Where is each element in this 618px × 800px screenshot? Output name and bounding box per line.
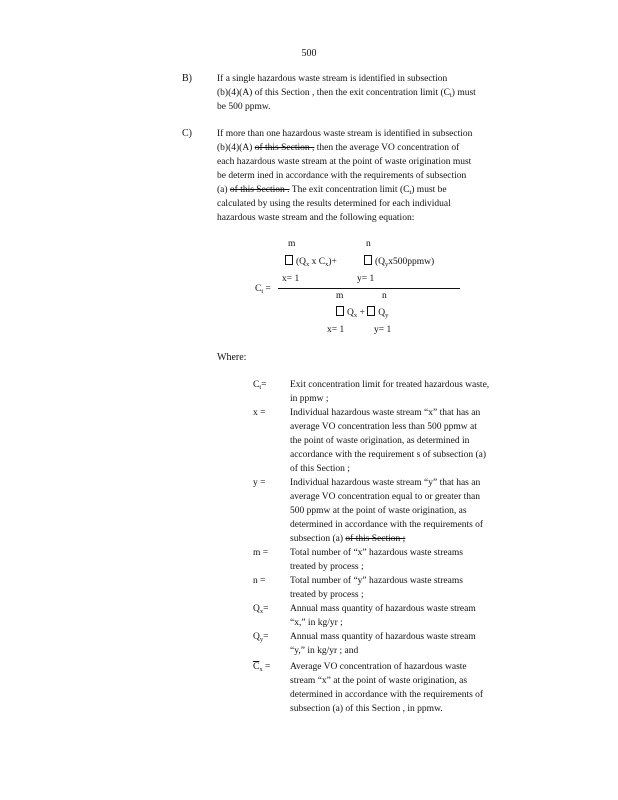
- item-b-label: B): [182, 73, 192, 84]
- def-m-symbol: m =: [253, 548, 269, 558]
- item-c-line-2: (b)(4)(A) of this Section , then the average VO concentration of: [217, 143, 460, 153]
- def-x-text: Individual hazardous waste stream “x” that has an average VO concentration less than 500 ppmw at the point of waste origination, as determined in accordance with the requirement s of subsection (a) of this Section ;: [290, 408, 486, 474]
- def-qx-text: Annual mass quantity of hazardous waste stream “x,” in kg/yr ;: [290, 604, 476, 628]
- fraction-line: [278, 288, 460, 289]
- page-number: 500: [301, 48, 317, 59]
- def-qy-symbol: $Q_y=$: [253, 632, 269, 643]
- summation-icon: [367, 306, 375, 316]
- item-c-line-6: calculated by using the results determined for each individual: [217, 199, 451, 209]
- numerator-term-2: $(Q_yx500ppmw)$: [364, 255, 434, 269]
- item-b-line-1: If a single hazardous waste stream is identified in subsection: [217, 74, 448, 84]
- sum-lower-x: x= 1: [282, 274, 300, 284]
- def-m-text: Total number of “x” hazardous waste streams treated by process ;: [290, 548, 463, 572]
- def-x-symbol: x =: [253, 408, 266, 418]
- def-qy-text: Annual mass quantity of hazardous waste stream “y,” in kg/yr ; and: [290, 632, 476, 656]
- den-lower-x: x= 1: [327, 325, 345, 335]
- def-cx-symbol: $\overline{C}_x$ =: [253, 662, 271, 673]
- den-upper-n: n: [382, 291, 387, 301]
- item-c-line-3: each hazardous waste stream at the point of waste origination must: [217, 157, 472, 167]
- item-b-line-2: (b)(4)(A) of this Section , then the exit concentration limit $(C_t)$ must: [217, 88, 476, 99]
- denominator-terms: $Q_x + Q_y$: [336, 306, 388, 320]
- item-c-line-1: If more than one hazardous waste stream is identified in subsection: [217, 129, 473, 139]
- equation-lhs: $C_t$ =: [255, 284, 271, 295]
- numerator-term-1: ($Q_x$ x $C_x)+$: [285, 255, 337, 269]
- summation-icon: [285, 255, 293, 265]
- sum-upper-m: m: [288, 239, 296, 249]
- def-y-symbol: y =: [253, 478, 266, 488]
- summation-icon: [336, 306, 344, 316]
- den-upper-m: m: [336, 291, 344, 301]
- struck-text: of this Section .: [229, 185, 290, 195]
- sum-lower-y: y= 1: [357, 274, 375, 284]
- def-n-text: Total number of “y” hazardous waste streams treated by process ;: [290, 576, 463, 600]
- item-c-line-4: be determ ined in accordance with the requirements of subsection: [217, 171, 467, 181]
- item-c-paragraph: [217, 127, 541, 225]
- struck-text: of this Section ;: [345, 534, 406, 544]
- def-y-text: Individual hazardous waste stream “y” that has an average VO concentration equal to or greater than 500 ppmw at the point of waste origination, as determined in accordance with the requirements of subsection (a) of this Section ;: [290, 478, 484, 544]
- item-b-line-3: be 500 ppmw.: [217, 102, 271, 112]
- def-cx-text: Average VO concentration of hazardous waste stream “x” at the point of waste origination, as determined in accordance with the requirements of subsection (a) of this Section , in ppmw.: [290, 662, 484, 714]
- def-ct-symbol: $C_t=$: [253, 380, 267, 391]
- def-n-symbol: n =: [253, 576, 266, 586]
- den-lower-y: y= 1: [374, 325, 392, 335]
- summation-icon: [364, 255, 372, 265]
- item-c-label: C): [182, 128, 192, 139]
- where-label: Where:: [217, 352, 247, 363]
- sum-upper-n: n: [366, 239, 371, 249]
- item-b-paragraph: [217, 72, 541, 114]
- def-ct-text: Exit concentration limit for treated hazardous waste, in ppmw ;: [290, 380, 490, 404]
- item-c-line-7: hazardous waste stream and the following equation:: [217, 213, 415, 223]
- struck-text: of this Section ,: [254, 143, 315, 153]
- def-qx-symbol: $Q_x=$: [253, 604, 269, 615]
- item-c-line-5: (a) of this Section . The exit concentration limit $(C_t)$ must be: [217, 185, 447, 196]
